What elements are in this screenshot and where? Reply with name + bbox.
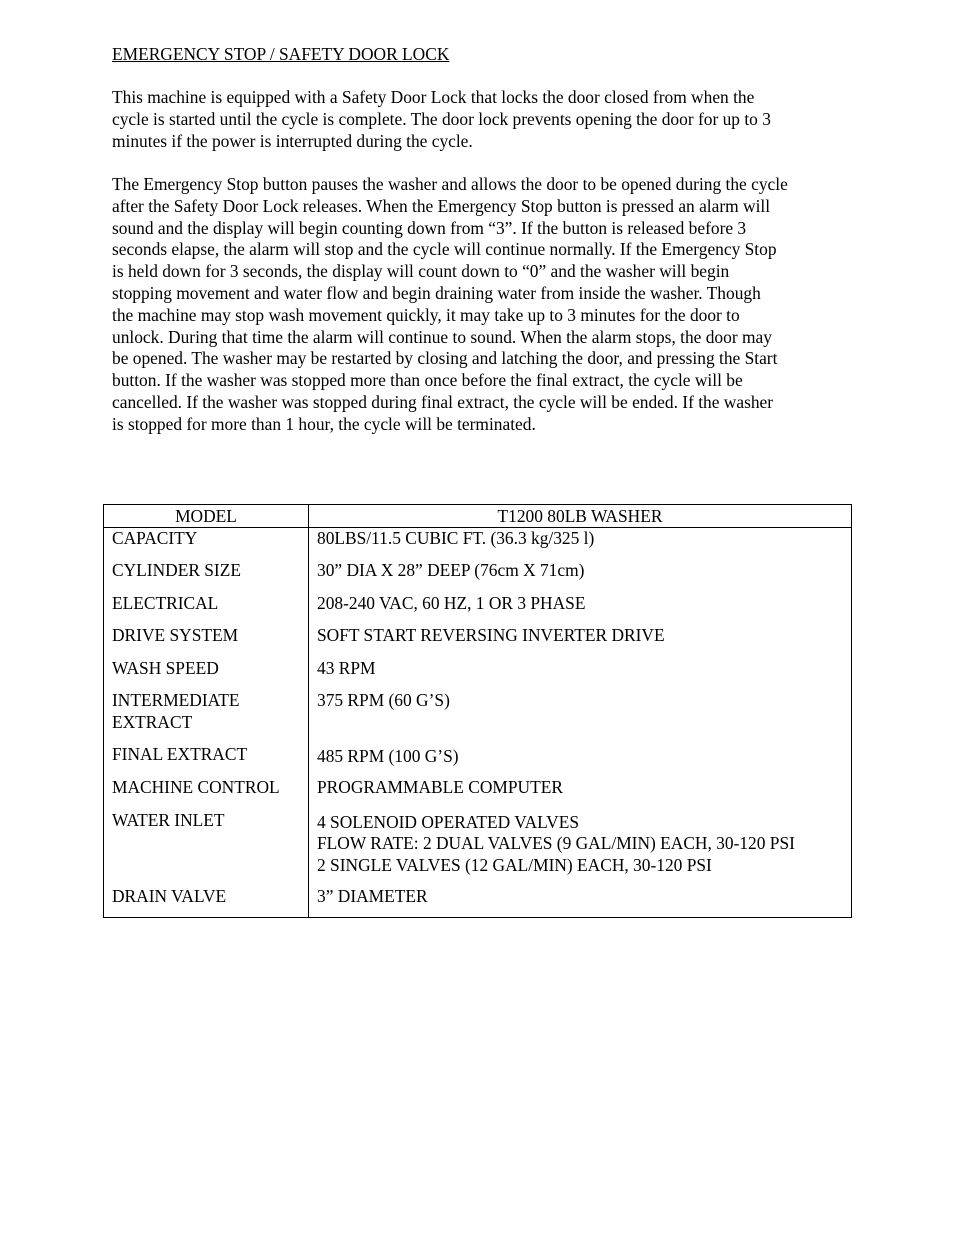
spec-row-wash-speed bbox=[104, 658, 852, 691]
spec-value: 43 RPM bbox=[317, 657, 376, 678]
spec-value: 485 RPM (100 G’S) bbox=[317, 746, 459, 767]
spec-value: SOFT START REVERSING INVERTER DRIVE bbox=[317, 625, 665, 646]
spec-label: FINAL EXTRACT bbox=[112, 744, 248, 765]
spec-value: 375 RPM (60 G’S) bbox=[317, 690, 450, 711]
spec-table-header-row bbox=[104, 505, 852, 528]
door-lock-paragraph: This machine is equipped with a Safety Door Lock that locks the door closed from when the cycle is started until the cycle is complete. The door lock prevents opening the door for up to 3 minutes if the power is interrupted during the cycle. bbox=[112, 87, 771, 151]
spec-label: CAPACITY bbox=[112, 528, 198, 548]
spec-label: ELECTRICAL bbox=[112, 592, 219, 613]
spec-row-capacity bbox=[104, 528, 852, 561]
spec-label: DRIVE SYSTEM bbox=[112, 625, 239, 646]
spec-row-intermediate-extract bbox=[104, 690, 852, 744]
section-heading: EMERGENCY STOP / SAFETY DOOR LOCK bbox=[112, 44, 450, 64]
spec-label: MACHINE CONTROL bbox=[112, 777, 280, 798]
spec-label: WASH SPEED bbox=[112, 657, 219, 678]
spec-label: DRAIN VALVE bbox=[112, 885, 227, 906]
spec-row-water-inlet bbox=[104, 810, 852, 886]
spec-label: CYLINDER SIZE bbox=[112, 560, 241, 581]
spec-value: 208-240 VAC, 60 HZ, 1 OR 3 PHASE bbox=[317, 592, 586, 613]
spec-row-final-extract bbox=[104, 744, 852, 777]
spec-row-machine-control bbox=[104, 777, 852, 810]
emergency-stop-paragraph: The Emergency Stop button pauses the washer and allows the door to be opened during the cycle after the Safety Door Lock releases. When the Emergency Stop button is pressed an alarm will sound and the display will begin counting down from “3”. If the button is released before 3 seconds elapse, the alarm will stop and the cycle will continue normally. If the Emergency Stop is held down for 3 seconds, the display will count down to “0” and the washer will begin stopping movement and water flow and begin draining water from inside the washer. Though the machine may stop wash movement quickly, it may take up to 3 minutes for the door to unlock. During that time the alarm will continue to sound. When the alarm stops, the door may be opened. The washer may be restarted by closing and latching the door, and pressing the Start button. If the washer was stopped more than once before the final extract, the cycle will be cancelled. If the washer was stopped during final extract, the cycle will be ended. If the washer is stopped for more than 1 hour, the cycle will be terminated. bbox=[112, 174, 788, 434]
spec-table bbox=[103, 504, 852, 918]
spec-value: 80LBS/11.5 CUBIC FT. (36.3 kg/325 l) bbox=[317, 528, 595, 548]
spec-header-label: MODEL bbox=[104, 505, 309, 528]
spec-row-cylinder-size bbox=[104, 560, 852, 593]
spec-value: 30” DIA X 28” DEEP (76cm X 71cm) bbox=[317, 560, 585, 581]
spec-label: WATER INLET bbox=[112, 809, 225, 830]
spec-value: PROGRAMMABLE COMPUTER bbox=[317, 777, 563, 798]
spec-label: INTERMEDIATE EXTRACT bbox=[112, 690, 240, 733]
spec-value: 4 SOLENOID OPERATED VALVES FLOW RATE: 2 DUAL VALVES (9 GAL/MIN) EACH, 30-120 PSI 2 SINGLE VALVES (12 GAL/MIN) EACH, 30-120 PSI bbox=[317, 811, 795, 876]
spec-row-drive-system bbox=[104, 625, 852, 658]
spec-row-electrical bbox=[104, 593, 852, 626]
spec-value: 3” DIAMETER bbox=[317, 885, 428, 906]
spec-header-value: T1200 80LB WASHER bbox=[309, 505, 852, 528]
spec-row-drain-valve bbox=[104, 886, 852, 918]
